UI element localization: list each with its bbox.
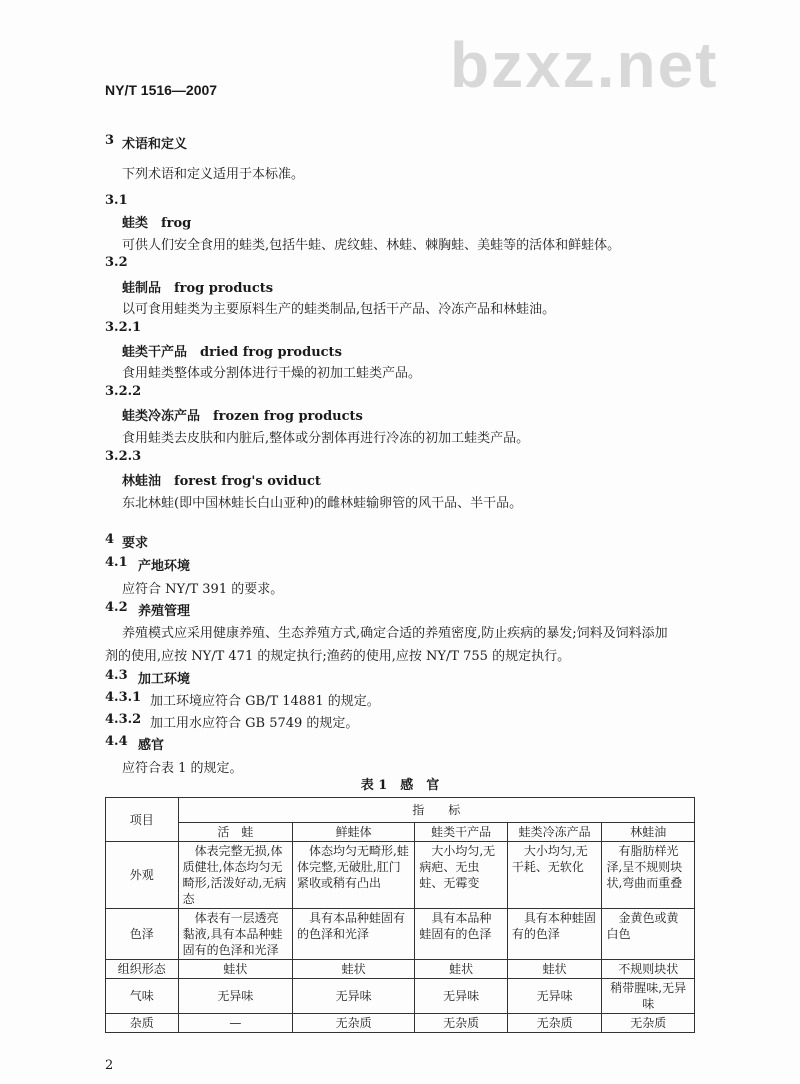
paragraph: 可供人们安全食用的蛙类,包括牛蛙、虎纹蛙、林蛙、棘胸蛙、美蛙等的活体和鲜蛙体。 <box>122 238 621 253</box>
column-header: 鲜蛙体 <box>293 823 415 842</box>
table-cell: 蛙状 <box>507 960 602 979</box>
section-number: 4.1 <box>105 555 128 570</box>
table-row <box>106 979 695 1014</box>
header-item: 项目 <box>106 798 179 842</box>
table-row <box>106 1014 695 1033</box>
section-number: 4 <box>105 532 115 547</box>
paragraph: 下列术语和定义适用于本标准。 <box>122 167 305 182</box>
section-number: 3.2.2 <box>105 384 142 399</box>
standard-header: NY/T 1516—2007 <box>105 82 218 98</box>
paragraph: 养殖模式应采用健康养殖、生态养殖方式,确定合适的养殖密度,防止疾病的暴发;饲料及饲料添加 <box>122 626 668 641</box>
table-row <box>106 960 695 979</box>
section-title: 感官 <box>138 738 165 753</box>
table-cell: 金黄色或黄白色 <box>602 909 695 960</box>
table-cell: — <box>178 1014 292 1033</box>
term-heading: 蛙类干产品 dried frog products <box>122 345 342 360</box>
watermark: bzxz.net <box>450 29 719 101</box>
term-heading: 蛙类 frog <box>122 216 192 231</box>
row-label: 外观 <box>106 842 179 909</box>
table-cell: 体态均匀无畸形,蛙体完整,无破肚,肛门紧收或稍有凸出 <box>293 842 415 909</box>
table-row <box>106 842 695 909</box>
page-number: 2 <box>105 1058 114 1073</box>
sensory-table <box>105 797 695 1033</box>
table-cell: 蛙状 <box>178 960 292 979</box>
section-title: 要求 <box>122 536 149 551</box>
table-cell: 不规则块状 <box>602 960 695 979</box>
table-cell: 无异味 <box>293 979 415 1014</box>
section-number: 4.2 <box>105 600 128 615</box>
term-heading: 林蛙油 forest frog's oviduct <box>122 474 321 489</box>
row-label: 色泽 <box>106 909 179 960</box>
section-number: 4.3.1 <box>105 690 142 705</box>
row-label: 气味 <box>106 979 179 1014</box>
paragraph: 东北林蛙(即中国林蛙长白山亚种)的雌林蛙输卵管的风干品、半干品。 <box>122 496 523 511</box>
table-row <box>106 909 695 960</box>
table-cell: 具有本品种蛙固有的色泽和光泽 <box>293 909 415 960</box>
paragraph: 应符合 NY/T 391 的要求。 <box>122 582 284 597</box>
table-cell: 体表完整无损,体质健壮,体态均匀无畸形,活泼好动,无病态 <box>178 842 292 909</box>
table-cell: 无异味 <box>415 979 508 1014</box>
table-cell: 无杂质 <box>507 1014 602 1033</box>
section-title: 产地环境 <box>138 559 191 574</box>
paragraph: 应符合表 1 的规定。 <box>122 761 243 776</box>
column-header: 林蛙油 <box>602 823 695 842</box>
table-cell: 无杂质 <box>293 1014 415 1033</box>
table-cell: 稍带腥味,无异味 <box>602 979 695 1014</box>
column-header: 蛙类冷冻产品 <box>507 823 602 842</box>
table-cell: 有脂肪样光泽,呈不规则块状,弯曲而重叠 <box>602 842 695 909</box>
table-cell: 大小均匀,无病疤、无虫蛀、无霉变 <box>415 842 508 909</box>
clause-text: 加工用水应符合 GB 5749 的规定。 <box>150 716 359 731</box>
table-cell: 大小均匀,无干耗、无软化 <box>507 842 602 909</box>
paragraph: 以可食用蛙类为主要原料生产的蛙类制品,包括干产品、冷冻产品和林蛙油。 <box>122 302 556 317</box>
table-cell: 具有本种蛙固有的色泽 <box>507 909 602 960</box>
row-label: 组织形态 <box>106 960 179 979</box>
table-cell: 蛙状 <box>293 960 415 979</box>
section-number: 3 <box>105 133 115 148</box>
table-cell: 无异味 <box>507 979 602 1014</box>
term-heading: 蛙类冷冻产品 frozen frog products <box>122 409 363 424</box>
section-title: 术语和定义 <box>122 137 188 152</box>
table-cell: 体表有一层透亮黏液,具有本品种蛙固有的色泽和光泽 <box>178 909 292 960</box>
section-number: 4.4 <box>105 734 128 749</box>
row-label: 杂质 <box>106 1014 179 1033</box>
clause-text: 加工环境应符合 GB/T 14881 的规定。 <box>150 694 380 709</box>
section-number: 3.2.3 <box>105 449 142 464</box>
section-number: 4.3.2 <box>105 712 142 727</box>
column-header: 活 蛙 <box>178 823 292 842</box>
paragraph: 食用蛙类去皮肤和内脏后,整体或分割体再进行冷冻的初加工蛙类产品。 <box>122 431 530 446</box>
section-number: 3.1 <box>105 193 128 208</box>
column-header: 蛙类干产品 <box>415 823 508 842</box>
table-cell: 具有本品种蛙固有的色泽 <box>415 909 508 960</box>
section-number: 3.2.1 <box>105 320 142 335</box>
table-cell: 蛙状 <box>415 960 508 979</box>
table-cell: 无杂质 <box>602 1014 695 1033</box>
section-title: 养殖管理 <box>138 604 191 619</box>
term-heading: 蛙制品 frog products <box>122 281 274 296</box>
table-caption: 表 1 感 官 <box>360 778 440 793</box>
section-number: 4.3 <box>105 668 128 683</box>
section-title: 加工环境 <box>138 672 191 687</box>
table-cell: 无杂质 <box>415 1014 508 1033</box>
section-number: 3.2 <box>105 255 128 270</box>
table-cell: 无异味 <box>178 979 292 1014</box>
header-group: 指 标 <box>178 798 694 823</box>
paragraph: 食用蛙类整体或分割体进行干燥的初加工蛙类产品。 <box>122 366 422 381</box>
paragraph-continued: 剂的使用,应按 NY/T 471 的规定执行;渔药的使用,应按 NY/T 755 的规定执行。 <box>105 649 571 664</box>
